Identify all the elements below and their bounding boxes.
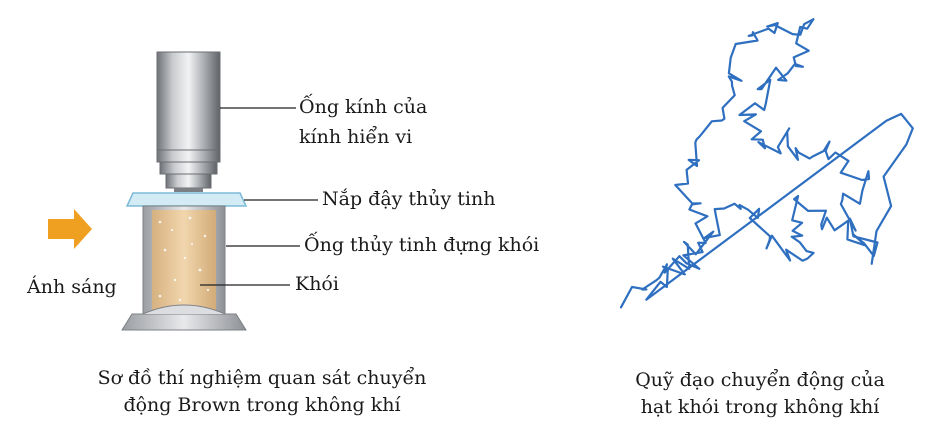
right-caption-line2: hạt khói trong không khí bbox=[640, 396, 880, 418]
label-light: Ánh sáng bbox=[27, 276, 117, 298]
light-arrow bbox=[48, 209, 92, 249]
brownian-trajectory bbox=[621, 19, 913, 307]
left-caption-line1: Sơ đồ thí nghiệm quan sát chuyển bbox=[97, 367, 427, 389]
label-glass-tube: Ống thủy tinh đựng khói bbox=[304, 234, 540, 256]
left-caption-line2: động Brown trong không khí bbox=[123, 394, 401, 416]
microscope-objective bbox=[157, 52, 220, 192]
label-objective-line2: kính hiển vi bbox=[299, 126, 413, 148]
glass-tube bbox=[122, 206, 246, 330]
right-caption-line1: Quỹ đạo chuyển động của bbox=[635, 369, 885, 391]
label-smoke: Khói bbox=[295, 273, 339, 295]
cover-glass bbox=[127, 193, 246, 206]
label-cover-glass: Nắp đậy thủy tinh bbox=[322, 188, 496, 210]
smoke-fill bbox=[152, 210, 216, 310]
label-objective-line1: Ống kính của bbox=[299, 96, 428, 118]
